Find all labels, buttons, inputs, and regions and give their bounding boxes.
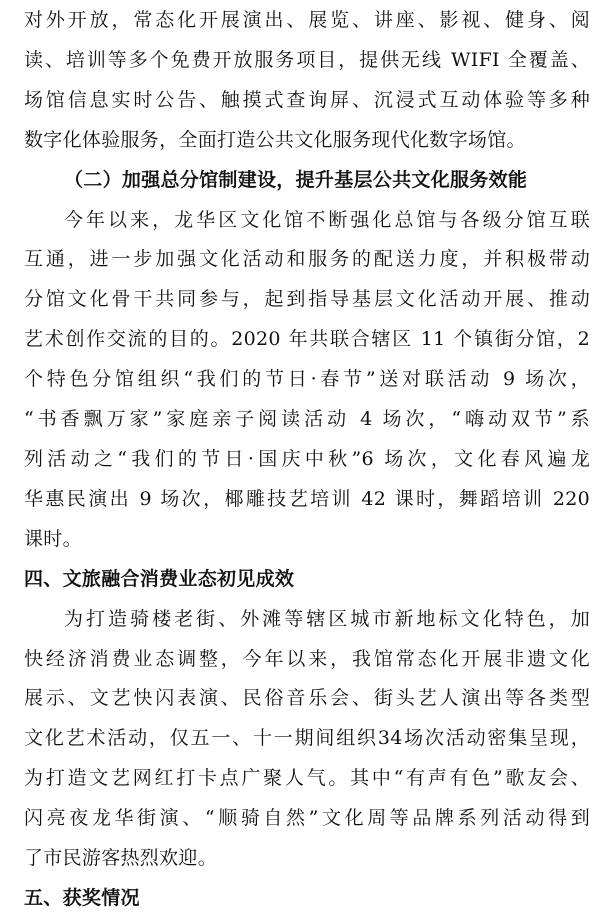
paragraph-line: 闪亮夜龙华街演、“顺骑自然”文化周等品牌系列活动得到 <box>24 807 590 829</box>
paragraph-line: 为打造骑楼老街、外滩等辖区城市新地标文化特色，加 <box>64 608 590 630</box>
paragraph-line: 分馆文化骨干共同参与，起到指导基层文化活动开展、推动 <box>24 288 590 310</box>
paragraph-line: 课时。 <box>24 528 82 550</box>
section-subheading: （二）加强总分馆制建设，提升基层公共文化服务效能 <box>64 169 528 191</box>
paragraph-line: 华惠民演出 9 场次，椰雕技艺培训 42 课时，舞蹈培训 220 <box>24 488 590 510</box>
paragraph-line: 文化艺术活动，仅五一、十一期间组织34场次活动密集呈现， <box>24 727 590 749</box>
paragraph-line: 数字化体验服务，全面打造公共文化服务现代化数字场馆。 <box>24 129 526 151</box>
paragraph-line: 读、培训等多个免费开放服务项目，提供无线 WIFI 全覆盖、 <box>24 49 590 71</box>
paragraph-line: 个特色分馆组织“我们的节日·春节”送对联活动 9 场次， <box>24 368 590 390</box>
paragraph-line: “书香飘万家”家庭亲子阅读活动 4 场次，“嗨动双节”系 <box>24 408 590 430</box>
paragraph-line: 列活动之“我们的节日·国庆中秋”6 场次，文化春风遍龙 <box>24 448 590 470</box>
paragraph-line: 展示、文艺快闪表演、民俗音乐会、街头艺人演出等各类型 <box>24 687 590 709</box>
paragraph-line: 今年以来，龙华区文化馆不断强化总馆与各级分馆互联 <box>64 209 590 231</box>
paragraph-line: 为打造文艺网红打卡点广聚人气。其中“有声有色”歌友会、 <box>24 767 590 789</box>
paragraph-line: 了市民游客热烈欢迎。 <box>24 847 218 869</box>
section-heading: 四、文旅融合消费业态初见成效 <box>24 568 295 590</box>
paragraph-line: 互通，进一步加强文化活动和服务的配送力度，并积极带动 <box>24 248 590 270</box>
paragraph-line: 对外开放，常态化开展演出、展览、讲座、影视、健身、阅 <box>24 9 590 31</box>
paragraph-line: 场馆信息实时公告、触摸式查询屏、沉浸式互动体验等多种 <box>24 89 590 111</box>
paragraph-line: 艺术创作交流的目的。2020 年共联合辖区 11 个镇街分馆，2 <box>24 328 590 350</box>
section-heading: 五、获奖情况 <box>24 887 140 909</box>
paragraph-line: 快经济消费业态调整，今年以来，我馆常态化开展非遗文化 <box>24 648 590 670</box>
